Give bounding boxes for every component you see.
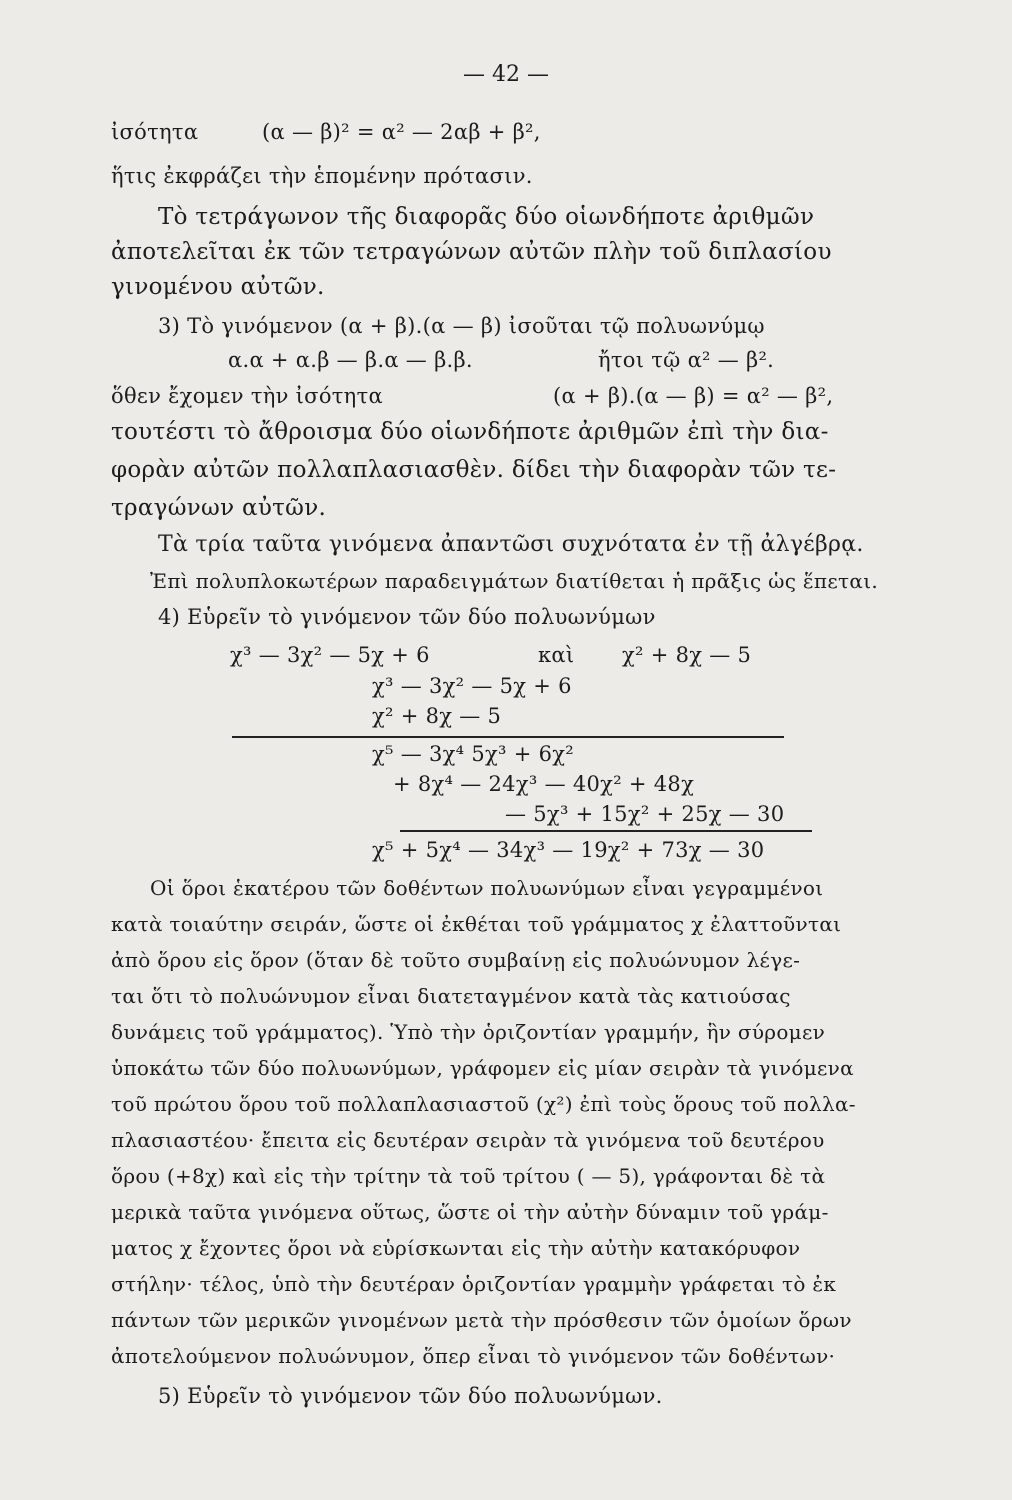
text-line: ματος χ ἔχοντες ὅροι νὰ εὑρίσκωνται εἰς τὴν αὐτὴν κατακόρυφον: [111, 1236, 801, 1260]
text-line: ἥτις ἐκφράζει τὴν ἑπομένην πρότασιν.: [111, 164, 533, 188]
horizontal-rule: [400, 830, 812, 832]
text-line: ἰσότητα: [111, 120, 199, 144]
text-line: ὅθεν ἔχομεν τὴν ἰσότητα: [111, 384, 383, 408]
text-line: 4) Εὑρεῖν τὸ γινόμενον τῶν δύο πολυωνύμων: [158, 605, 656, 629]
text-line: Τὸ τετράγωνον τῆς διαφορᾶς δύο οἱωνδήποτε ἀριθμῶν: [158, 204, 815, 230]
polynomial: χ³ — 3χ² — 5χ + 6: [230, 643, 430, 667]
partial-product: χ⁵ — 3χ⁴ 5χ³ + 6χ²: [372, 742, 575, 766]
text-line: ὑποκάτω τῶν δύο πολυωνύμων, γράφομεν εἰς μίαν σειρὰν τὰ γινόμενα: [111, 1056, 854, 1080]
product-result: χ⁵ + 5χ⁴ — 34χ³ — 19χ² + 73χ — 30: [372, 838, 765, 862]
text-line: φορὰν αὐτῶν πολλαπλασιασθὲν. δίδει τὴν διαφορὰν τῶν τε-: [111, 457, 837, 483]
text-line: τουτέστι τὸ ἄθροισμα δύο οἱωνδήποτε ἀριθμῶν ἐπὶ τὴν δια-: [111, 419, 829, 445]
text-line: Ἐπὶ πολυπλοκωτέρων παραδειγμάτων διατίθεται ἡ πρᾶξις ὡς ἕπεται.: [150, 569, 879, 593]
text-line: δυνάμεις τοῦ γράμματος). Ὑπὸ τὴν ὁριζοντίαν γραμμήν, ἣν σύρομεν: [111, 1020, 826, 1044]
text-line: γινομένου αὐτῶν.: [111, 274, 325, 300]
text-line: τραγώνων αὐτῶν.: [111, 495, 327, 521]
text-line: ται ὅτι τὸ πολυώνυμον εἶναι διατεταγμένον κατὰ τὰς κατιούσας: [111, 984, 791, 1008]
text-line: μερικὰ ταῦτα γινόμενα οὕτως, ὥστε οἱ τὴν αὐτὴν δύναμιν τοῦ γράμ-: [111, 1200, 829, 1224]
text-line: τοῦ πρώτου ὅρου τοῦ πολλαπλασιαστοῦ (χ²) ἐπὶ τοὺς ὅρους τοῦ πολλα-: [111, 1092, 856, 1116]
partial-product: — 5χ³ + 15χ² + 25χ — 30: [505, 802, 785, 826]
text-line: 3) Τὸ γινόμενον (α + β).(α — β) ἰσοῦται τῷ πολυωνύμῳ: [158, 314, 765, 338]
text-line: ὅρου (+8χ) καὶ εἰς τὴν τρίτην τὰ τοῦ τρίτου ( — 5), γράφονται δὲ τὰ: [111, 1164, 826, 1188]
text-line: ἀπὸ ὅρου εἰς ὅρον (ὅταν δὲ τοῦτο συμβαίνῃ εἰς πολυώνυμον λέγε-: [111, 948, 801, 972]
text-line: πλασιαστέου· ἔπειτα εἰς δευτέραν σειρὰν τὰ γινόμενα τοῦ δευτέρου: [111, 1128, 825, 1152]
formula: (α + β).(α — β) = α² — β²,: [553, 384, 834, 408]
text-line: ἀποτελούμενον πολυώνυμον, ὅπερ εἶναι τὸ γινόμενον τῶν δοθέντων·: [111, 1344, 836, 1368]
text-line: Οἱ ὅροι ἑκατέρου τῶν δοθέντων πολυωνύμων εἶναι γεγραμμένοι: [150, 876, 824, 900]
text-line: κατὰ τοιαύτην σειράν, ὥστε οἱ ἐκθέται τοῦ γράμματος χ ἐλαττοῦνται: [111, 912, 842, 936]
text-line: στήλην· τέλος, ὑπὸ τὴν δευτέραν ὁριζοντίαν γραμμὴν γράφεται τὸ ἐκ: [111, 1272, 837, 1296]
multiplicand: χ³ — 3χ² — 5χ + 6: [372, 674, 572, 698]
horizontal-rule: [232, 736, 784, 738]
partial-product: + 8χ⁴ — 24χ³ — 40χ² + 48χ: [393, 772, 695, 796]
multiplier: χ² + 8χ — 5: [372, 704, 502, 728]
formula: ἤτοι τῷ α² — β².: [598, 348, 775, 372]
text-line: καὶ: [538, 643, 575, 667]
formula: α.α + α.β — β.α — β.β.: [228, 348, 473, 372]
polynomial: χ² + 8χ — 5: [622, 643, 752, 667]
text-line: πάντων τῶν μερικῶν γινομένων μετὰ τὴν πρόσθεσιν τῶν ὁμοίων ὅρων: [111, 1308, 852, 1332]
page-number: — 42 —: [463, 62, 549, 87]
text-line: ἀποτελεῖται ἐκ τῶν τετραγώνων αὐτῶν πλὴν τοῦ διπλασίου: [111, 239, 832, 265]
text-line: 5) Εὑρεῖν τὸ γινόμενον τῶν δύο πολυωνύμων.: [158, 1384, 663, 1408]
formula: (α — β)² = α² — 2αβ + β²,: [262, 120, 541, 144]
text-line: Τὰ τρία ταῦτα γινόμενα ἀπαντῶσι συχνότατα ἐν τῇ ἀλγέβρᾳ.: [158, 532, 864, 557]
